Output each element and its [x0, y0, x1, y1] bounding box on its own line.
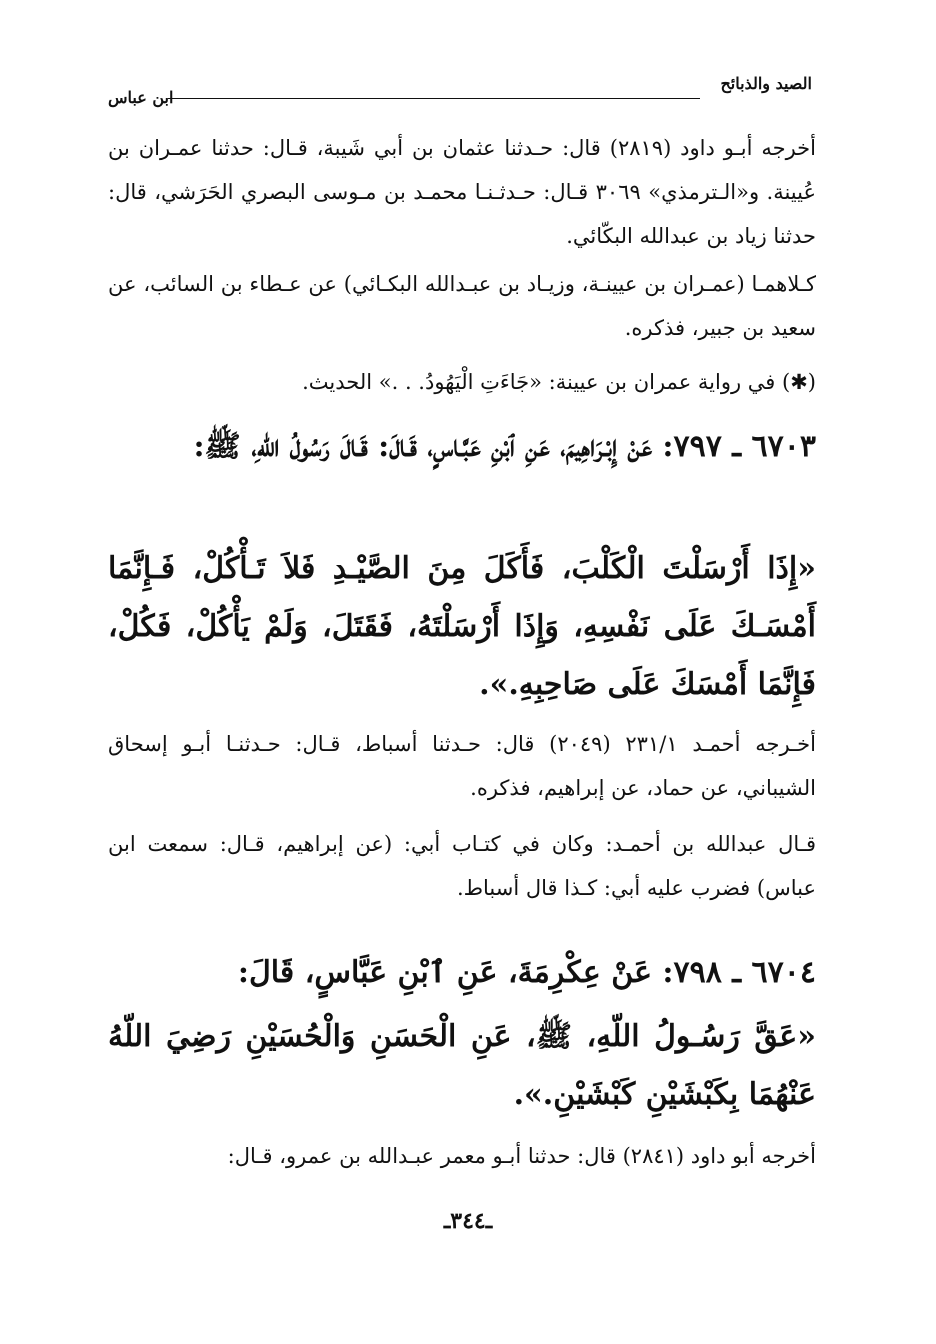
hadith-6704-text: «عَقَّ رَسُـولُ اللّهِ، ﷺ، عَنِ الْحَسَنِ وَالْحُسَيْنِ رَضِيَ اللّهُ عَنْهُمَا بِكَبْشَيْنِ كَبْشَيْنِ.». [108, 1019, 816, 1112]
hadith-6703-text: «إِذَا أَرْسَلْتَ الْكَلْبَ، فَأَكَلَ مِنَ الصَّيْـدِ فَلاَ تَـأْكُلْ، فَـإِنَّمَا أَمْسَـكَ عَلَى نَفْسِهِ، وَإِذَا أَرْسَلْتَهُ، فَقَتَلَ، وَلَمْ يَأْكُلْ، فَكُلْ، فَإِنَّمَا أَمْسَكَ عَلَى صَاحِبِهِ.». [108, 551, 816, 702]
section-title: الصيد والذبائح [720, 74, 812, 93]
takhrij-paragraph-1: أخرجه أبـو داود (٢٨١٩) قال: حـدثنا عثمان بن أبي شَيبة، قـال: حدثنا عمـران بن عُيينة. و«الـترمذي» ٣٠٦٩ قـال: حـدثـنـا محمـد بن مـوسى البصري الحَرَشي، قال: حدثنا زياد بن عبدالله البكّائي. [108, 136, 816, 248]
takhrij-paragraph-2: كـلاهمـا (عمـران بن عيينـة، وزيـاد بن عبـدالله البكـائي) عن عـطاء بن السائب، عن سعيد بن جبير، فذكره. [108, 272, 816, 340]
page-number: ـ٣٤٤ـ [443, 1208, 493, 1234]
takhrij-paragraph-3: أخـرجه أحمـد ٢٣١/١ (٢٠٤٩) قال: حـدثنا أسباط، قـال: حـدثنـا أبـو إسحاق الشيباني، عن حماد، عن إبراهيم، فذكره. [108, 732, 816, 800]
hadith-6704-intro: ٦٧٠٤ ـ ٧٩٨: عَنْ عِكْرِمَةَ، عَنِ ٱبْنِ عَبَّاسٍ، قَالَ: [237, 955, 816, 990]
footnote-note: (✱) في رواية عمران بن عيينة: «جَاءَتِ الْيَهُودُ. . .» الحديث. [302, 370, 816, 394]
hadith-6703-intro: ٦٧٠٣ ـ ٧٩٧: عَنْ إِبْـرَاهِيمَ، عَنِ ٱبْنِ عَبَّـاسٍ، قَـالَ: قَـالَ رَسُولُ اللّهِ، ﷺ: [193, 429, 816, 464]
author-name: ابن عباس [108, 88, 174, 107]
running-header [108, 74, 812, 108]
header-rule [168, 98, 700, 99]
takhrij-paragraph-5: أخرجه أبو داود (٢٨٤١) قال: حدثنا أبـو معمر عبـدالله بن عمرو، قـال: [227, 1144, 816, 1168]
takhrij-paragraph-4: قـال عبدالله بن أحمـد: وكان في كتـاب أبي: (عن إبراهيم، قـال: سمعت ابن عباس) فضرب عليه أبي: كـذا قال أسباط. [108, 832, 816, 900]
